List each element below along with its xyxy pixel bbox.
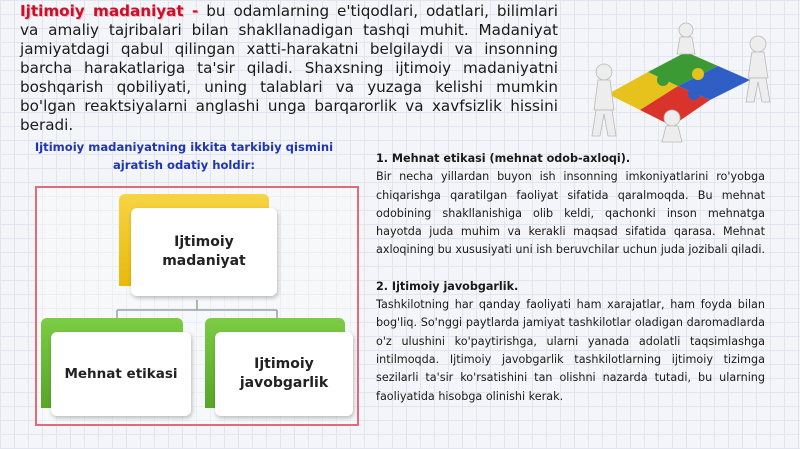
node-ijtimoiy-madaniyat bbox=[119, 194, 279, 298]
diagram-subtitle: Ijtimoiy madaniyatning ikkita tarkibiy qismini ajratish odatiy holdir: bbox=[34, 140, 334, 172]
intro-text: bu odamlarning e'tiqodlari, odatlari, bilimlari va amaliy tajribalari bilan shakllanadigan tashqi muhit. Madaniyat jamiyatdagi qabul qilingan xatti-harakatni belgilaydi va insonning barcha harakatlariga ta'sir qiladi. Shaxsning ijtimoiy madaniyatni boshqarish qobiliyati, uning talablari va yuzaga kelishi mumkin bo'lgan reaktsiyalarni anglashi unga barqarorlik va xavfsizlik hissini beradi. bbox=[20, 2, 559, 134]
section-2-body: Tashkilotning har qanday faoliyati ham xarajatlar, ham foyda bilan bog'liq. So'nggi paytlarda jamiyat tashkilotlar oladigan daromadlarda o'z ulushini ko'paytirishga, ularni yanada adolatli taqsimlashga intilmoqda. Ijtimoiy javobgarlik tashkilotlarning ijtimoiy tizimga sezilarli ta'sir ko'rsatishini tan olishni nazarda tutadi, bu ularning faoliyatida hisobga olinishi kerak. bbox=[376, 298, 765, 403]
section-1-body: Bir necha yillardan buyon ish insonning imkoniyatlarini ro'yobga chiqarishga qaratilgan faoliyat sifatida qaralmoqda. Bu mehnat odobining shakllanishiga olib keldi, qachonki inson mehnatga hayotda juda muhim va kerakli maqsad sifatida qarasa. Mehnat axloqining bu xususiyati uni ish beruvchilar uchun juda jozibali qiladi. bbox=[376, 170, 766, 257]
node-mehnat-etikasi bbox=[41, 318, 193, 418]
section-2-heading: 2. Ijtimoiy javobgarlik. bbox=[376, 279, 519, 293]
section-1-heading: 1. Mehnat etikasi (mehnat odob-axloqi). bbox=[376, 152, 631, 165]
node-top-card: Ijtimoiy madaniyat bbox=[131, 208, 277, 296]
puzzle-people-illustration bbox=[568, 14, 788, 146]
right-text-column bbox=[376, 150, 765, 406]
intro-lead-term: Ijtimoiy madaniyat - bbox=[20, 2, 199, 20]
node-ijtimoiy-javobgarlik bbox=[205, 318, 355, 418]
node-right-card: Ijtimoiy javobgarlik bbox=[215, 332, 353, 416]
hierarchy-diagram bbox=[35, 186, 359, 426]
intro-paragraph bbox=[20, 2, 558, 135]
node-left-card: Mehnat etikasi bbox=[51, 332, 191, 416]
